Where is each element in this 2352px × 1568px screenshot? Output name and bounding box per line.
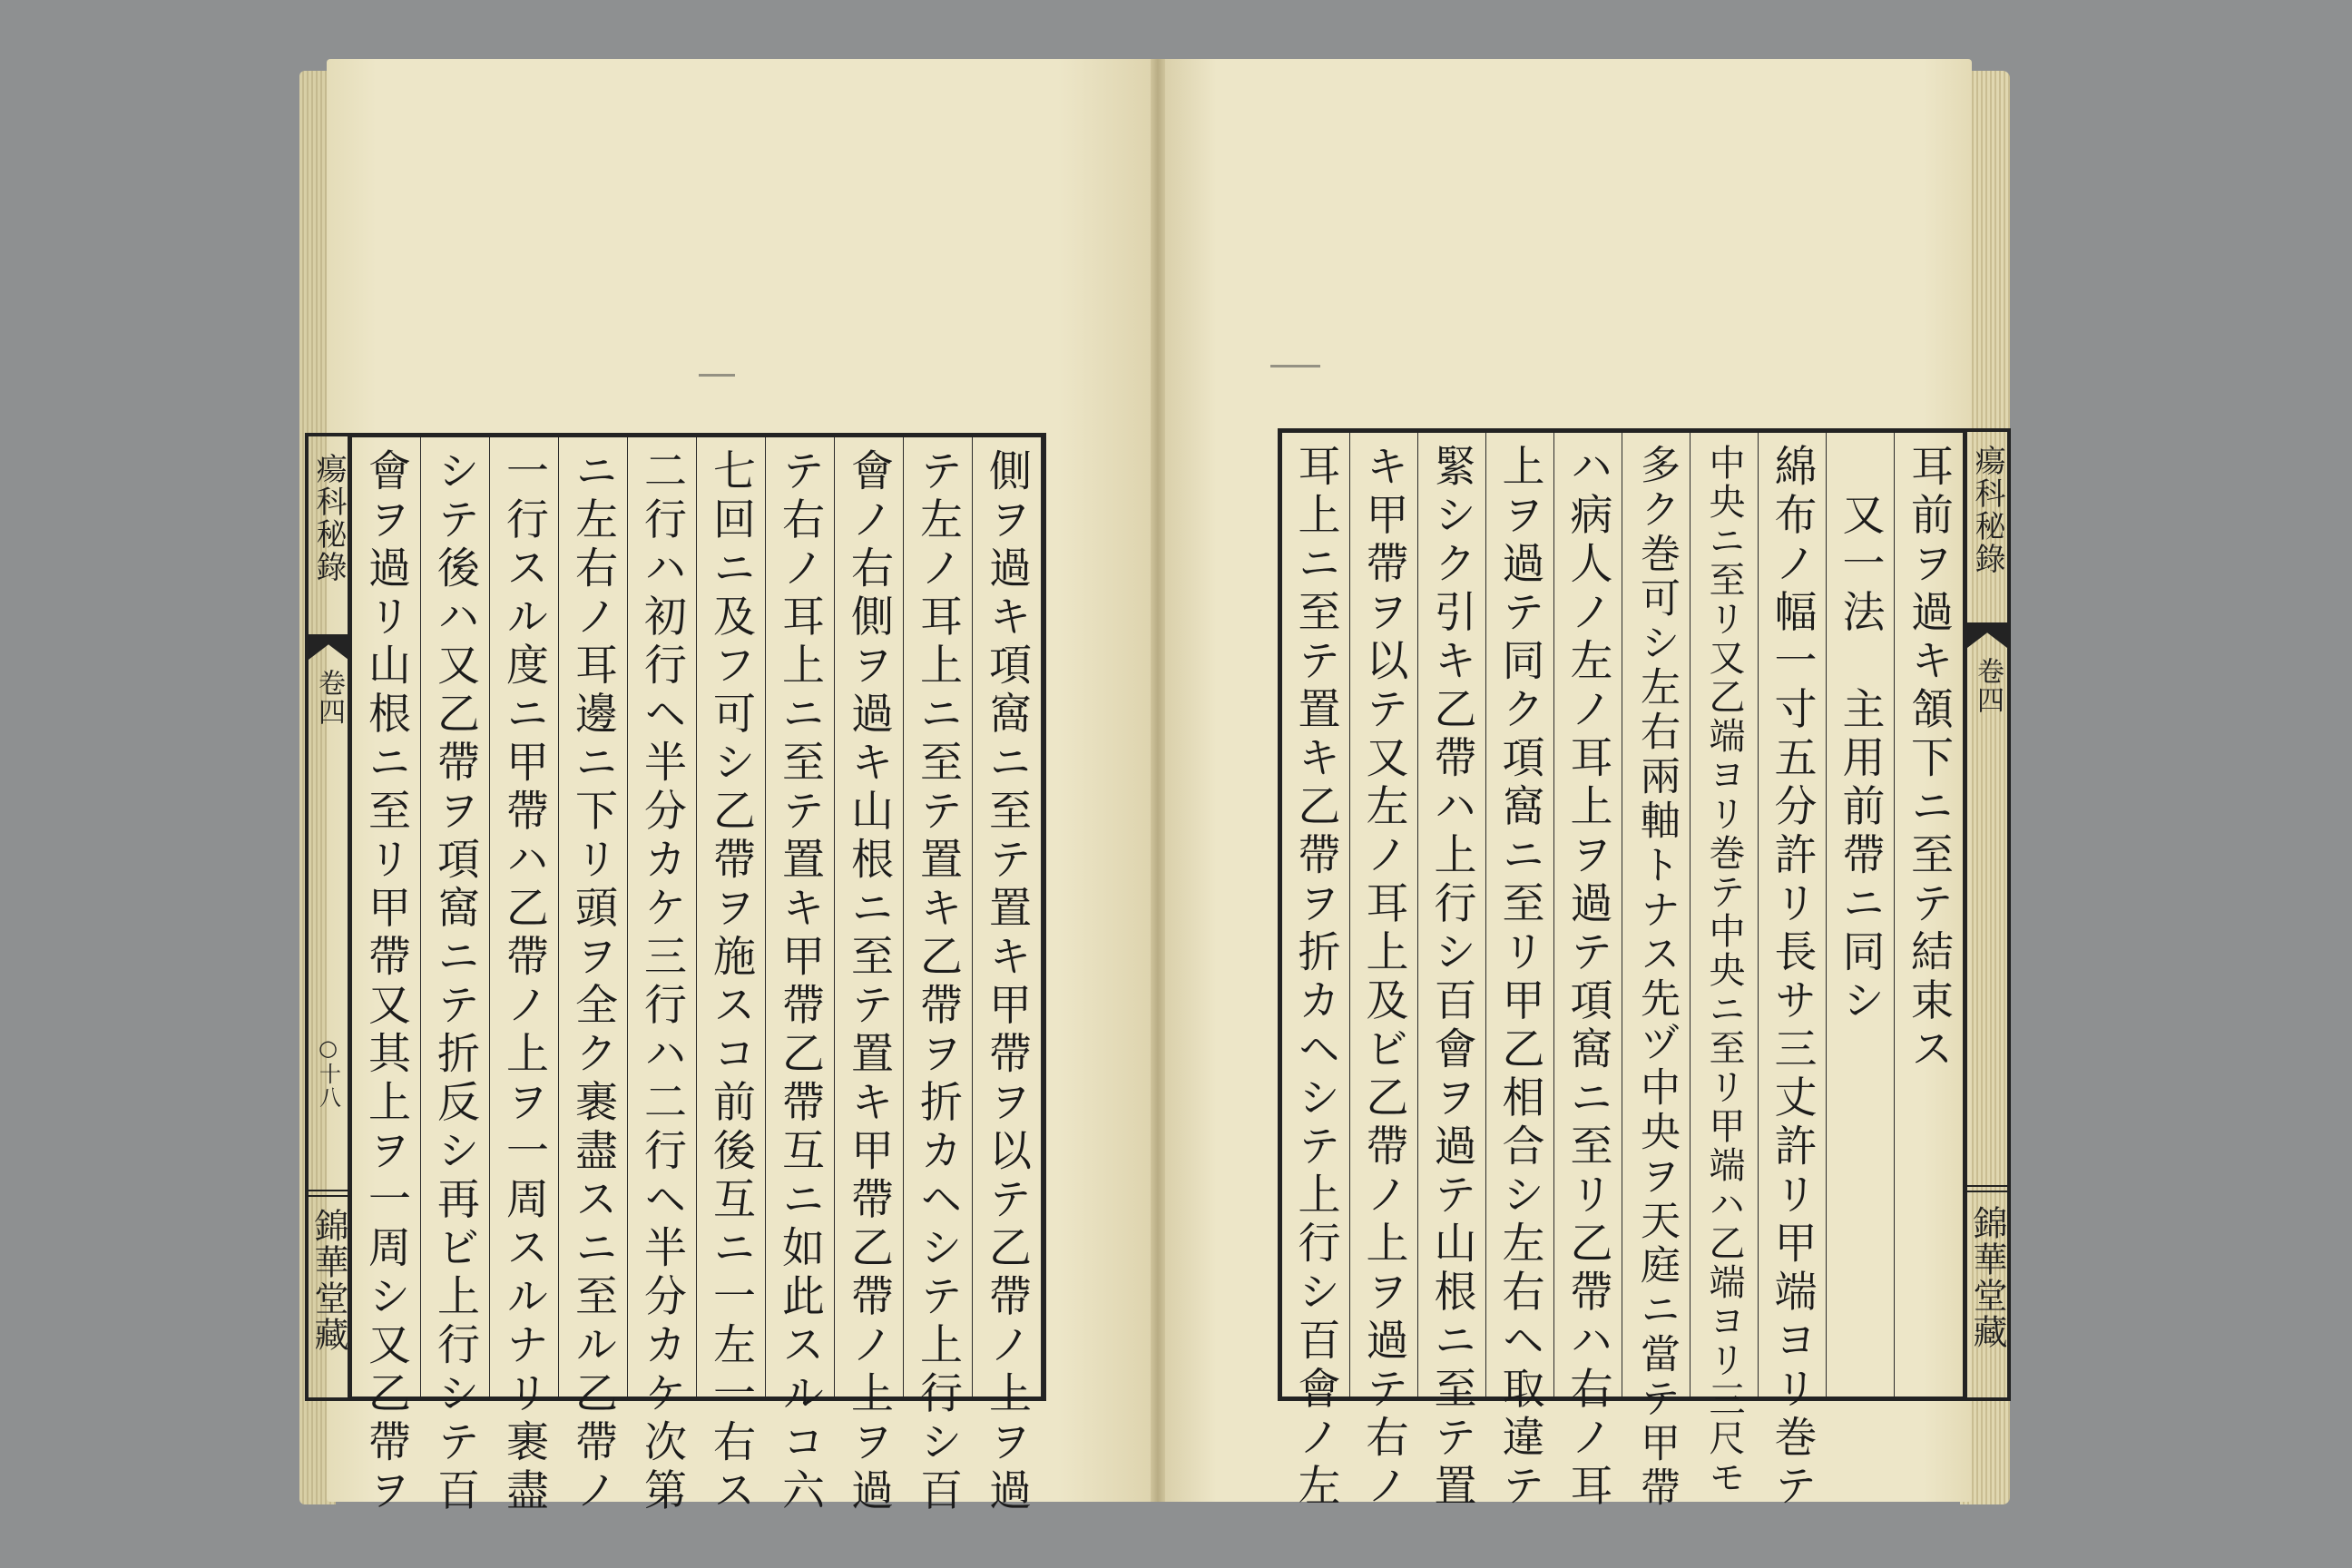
text-column bbox=[1759, 433, 1827, 1512]
text-column bbox=[835, 437, 904, 1516]
column-text: キ甲帶ヲ以テ又左ノ耳上及ビ乙帶ノ上ヲ過テ右ノ bbox=[1358, 444, 1409, 1512]
text-column bbox=[1486, 433, 1554, 1512]
text-column bbox=[559, 437, 628, 1516]
double-rule bbox=[309, 1190, 348, 1197]
column-text: 一行スル度ニ甲帶ハ乙帶ノ上ヲ一周スルナリ裹盡 bbox=[499, 448, 549, 1516]
left-text-frame bbox=[348, 433, 1046, 1516]
text-column bbox=[766, 437, 835, 1516]
text-column bbox=[1350, 433, 1418, 1512]
column-text: 側ヲ過キ項窩ニ至テ置キ甲帶ヲ以テ乙帶ノ上ヲ過 bbox=[982, 448, 1032, 1516]
right-text-frame bbox=[1278, 428, 1967, 1512]
column-text: 會ノ右側ヲ過キ山根ニ至テ置キ甲帶乙帶ノ上ヲ過 bbox=[844, 448, 894, 1516]
column-text: 二行ハ初行ヘ半分カケ三行ハ二行ヘ半分カケ次第 bbox=[637, 448, 687, 1516]
text-column bbox=[421, 437, 490, 1516]
left-hashira bbox=[305, 433, 348, 1401]
column-text: 耳前ヲ過キ頷下ニ至テ結束ス bbox=[1904, 444, 1954, 1075]
column-text: 又一法 主用前帶ニ同シ bbox=[1835, 444, 1886, 1026]
book-title-strip: 瘍科秘錄 bbox=[310, 453, 347, 583]
column-text: 會ヲ過リ山根ニ至リ甲帶又其上ヲ一周シ又乙帶ヲ bbox=[361, 448, 411, 1516]
ink-mark bbox=[1270, 365, 1320, 368]
column-text: シテ後ハ又乙帶ヲ項窩ニテ折反シ再ビ上行シテ百 bbox=[430, 448, 480, 1516]
column-text: 多ク巻可シ左右兩軸トナス先ヅ中央ヲ天庭ニ當テ甲帶 bbox=[1633, 444, 1680, 1511]
text-column bbox=[1554, 433, 1622, 1512]
column-text: テ左ノ耳上ニ至テ置キ乙帶ヲ折カヘシテ上行シ百 bbox=[913, 448, 963, 1516]
fish-tail-mark bbox=[309, 634, 348, 660]
column-text: ニ左右ノ耳邊ニ下リ頭ヲ全ク裹盡スニ至ル乙帶ノ bbox=[568, 448, 618, 1516]
book-gutter bbox=[1151, 59, 1165, 1502]
fish-tail-mark bbox=[1967, 622, 2007, 648]
right-hashira bbox=[1967, 428, 2011, 1401]
text-column bbox=[1418, 433, 1486, 1512]
text-column bbox=[1827, 433, 1895, 1396]
column-text: 綿布ノ幅一寸五分許リ長サ三丈許リ甲端ヨリ巻テ bbox=[1767, 444, 1818, 1512]
text-column bbox=[904, 437, 973, 1516]
book-title-strip: 瘍科秘錄 bbox=[1969, 445, 2005, 575]
press-mark: 錦華堂藏 bbox=[1967, 1205, 2007, 1350]
text-column bbox=[1622, 433, 1690, 1511]
column-text: 七回ニ及フ可シ乙帶ヲ施スコ前後互ニ一左一右ス bbox=[706, 448, 756, 1516]
volume-mark: 卷四 bbox=[1972, 657, 2004, 715]
press-mark: 錦華堂藏 bbox=[309, 1208, 348, 1353]
text-column bbox=[1282, 433, 1350, 1512]
text-column bbox=[697, 437, 766, 1516]
volume-mark: 卷四 bbox=[313, 669, 345, 727]
ink-mark bbox=[699, 374, 735, 377]
folio-number: ○十八 bbox=[315, 1035, 341, 1110]
column-text: 上ヲ過テ同ク項窩ニ至リ甲乙相合シ左右ヘ取違テ bbox=[1494, 444, 1545, 1512]
double-rule bbox=[1967, 1185, 2007, 1192]
text-column bbox=[628, 437, 697, 1516]
column-text: 耳上ニ至テ置キ乙帶ヲ折カヘシテ上行シ百會ノ左 bbox=[1290, 444, 1341, 1512]
text-column bbox=[973, 437, 1042, 1516]
text-column bbox=[490, 437, 559, 1516]
column-text: ハ病人ノ左ノ耳上ヲ過テ項窩ニ至リ乙帶ハ右ノ耳 bbox=[1563, 444, 1613, 1512]
column-text: テ右ノ耳上ニ至テ置キ甲帶乙帶互ニ如此スルコ六 bbox=[775, 448, 825, 1516]
text-column bbox=[1895, 433, 1963, 1396]
text-column bbox=[352, 437, 421, 1516]
column-text: 緊シク引キ乙帶ハ上行シ百會ヲ過テ山根ニ至テ置 bbox=[1426, 444, 1477, 1512]
text-column bbox=[1690, 433, 1759, 1497]
column-text: 中央ニ至リ又乙端ヨリ巻テ中央ニ至リ甲端ハ乙端ヨリ三尺モ bbox=[1703, 444, 1745, 1497]
